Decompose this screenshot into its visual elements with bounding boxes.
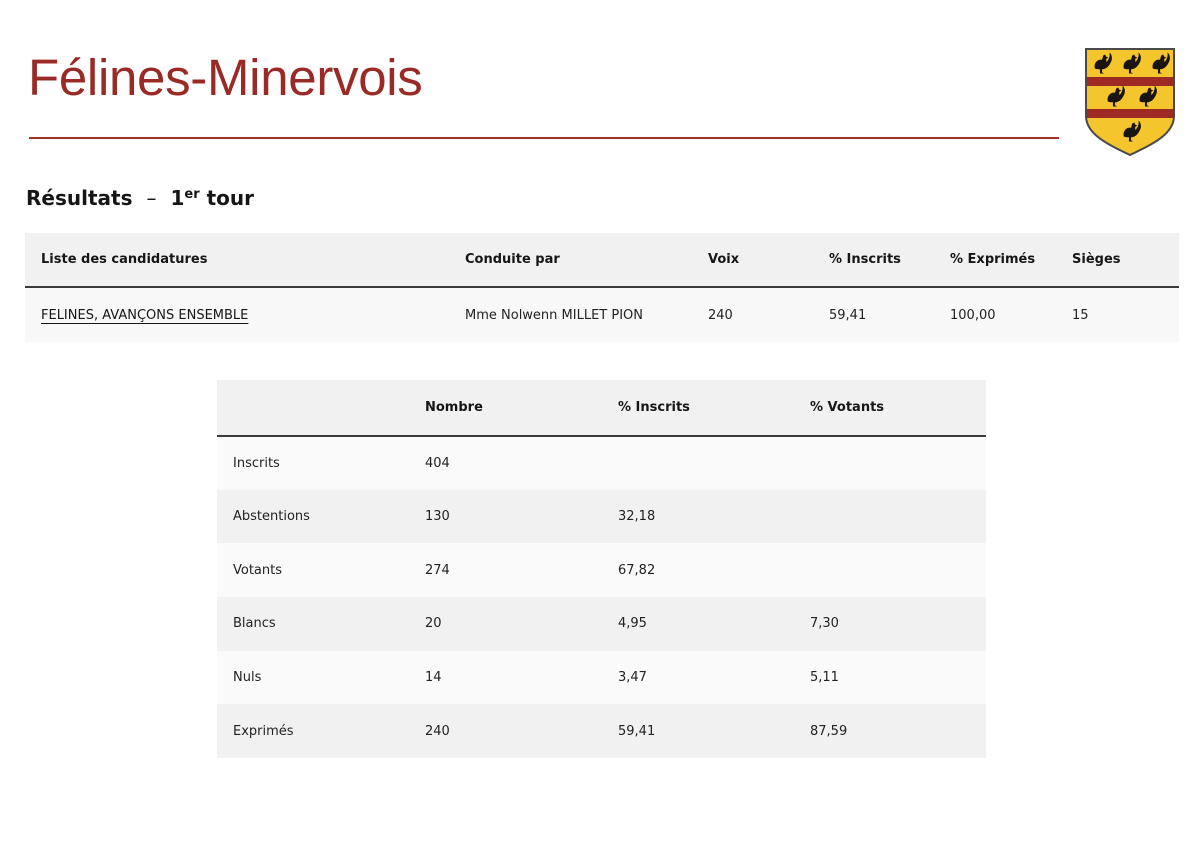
col-header-empty [217,380,425,436]
count-cell: 14 [425,670,442,686]
round-number: 1 [170,186,185,210]
row-label: Nuls [233,670,262,686]
count-cell: 274 [425,562,450,578]
pct-registered-cell: 59,41 [829,307,867,323]
title-divider [29,137,1059,139]
table-row-inscrits [217,436,986,490]
seats-cell: 15 [1072,307,1089,323]
participation-header-row [217,380,986,436]
count-cell: 20 [425,616,442,632]
col-header-pct-voters: % Votants [810,380,986,436]
page-title: Félines-Minervois [28,49,423,106]
round-suffix: er [184,187,200,202]
pct-registered-cell: 67,82 [618,562,656,578]
heading-separator: – [146,186,157,210]
col-header-votes: Voix [708,233,829,287]
col-header-pct-expressed: % Exprimés [950,233,1072,287]
row-label: Exprimés [233,723,294,739]
pct-voters-cell [810,543,986,597]
pct-voters-cell: 87,59 [810,723,848,739]
results-heading-label: Résultats [26,186,133,210]
table-row [25,287,1179,342]
col-header-seats: Sièges [1072,233,1179,287]
table-row-nuls [217,651,986,705]
col-header-leader: Conduite par [465,233,708,287]
pct-registered-cell: 3,47 [618,670,647,686]
list-name-cell [25,287,465,342]
participation-table [217,380,986,758]
row-label: Votants [233,562,283,578]
table-row-abstentions [217,490,986,544]
candidates-table [25,233,1179,342]
leader-cell: Mme Nolwenn MILLET PION [465,307,643,323]
row-label: Abstentions [233,509,310,525]
row-label: Blancs [233,616,276,632]
pct-voters-cell: 7,30 [810,616,839,632]
pct-voters-cell [810,436,986,490]
count-cell: 130 [425,509,450,525]
col-header-pct-registered: % Inscrits [618,380,810,436]
pct-registered-cell: 32,18 [618,509,656,525]
col-header-list: Liste des candidatures [25,233,465,287]
col-header-count: Nombre [425,380,618,436]
results-heading [26,186,254,210]
coat-of-arms-icon [1083,46,1177,158]
col-header-pct-registered: % Inscrits [829,233,950,287]
count-cell: 404 [425,455,450,471]
list-name-link[interactable]: FELINES, AVANÇONS ENSEMBLE [41,307,249,323]
count-cell: 240 [425,723,450,739]
pct-registered-cell: 4,95 [618,616,647,632]
pct-expressed-cell: 100,00 [950,307,996,323]
table-row-blancs [217,597,986,651]
pct-voters-cell [810,490,986,544]
row-label: Inscrits [233,455,280,471]
round-word: tour [206,186,255,210]
pct-registered-cell: 59,41 [618,723,656,739]
candidates-header-row [25,233,1179,287]
table-row-votants [217,543,986,597]
votes-cell: 240 [708,307,733,323]
pct-registered-cell [618,436,810,490]
pct-voters-cell: 5,11 [810,670,839,686]
table-row-exprimes [217,704,986,758]
